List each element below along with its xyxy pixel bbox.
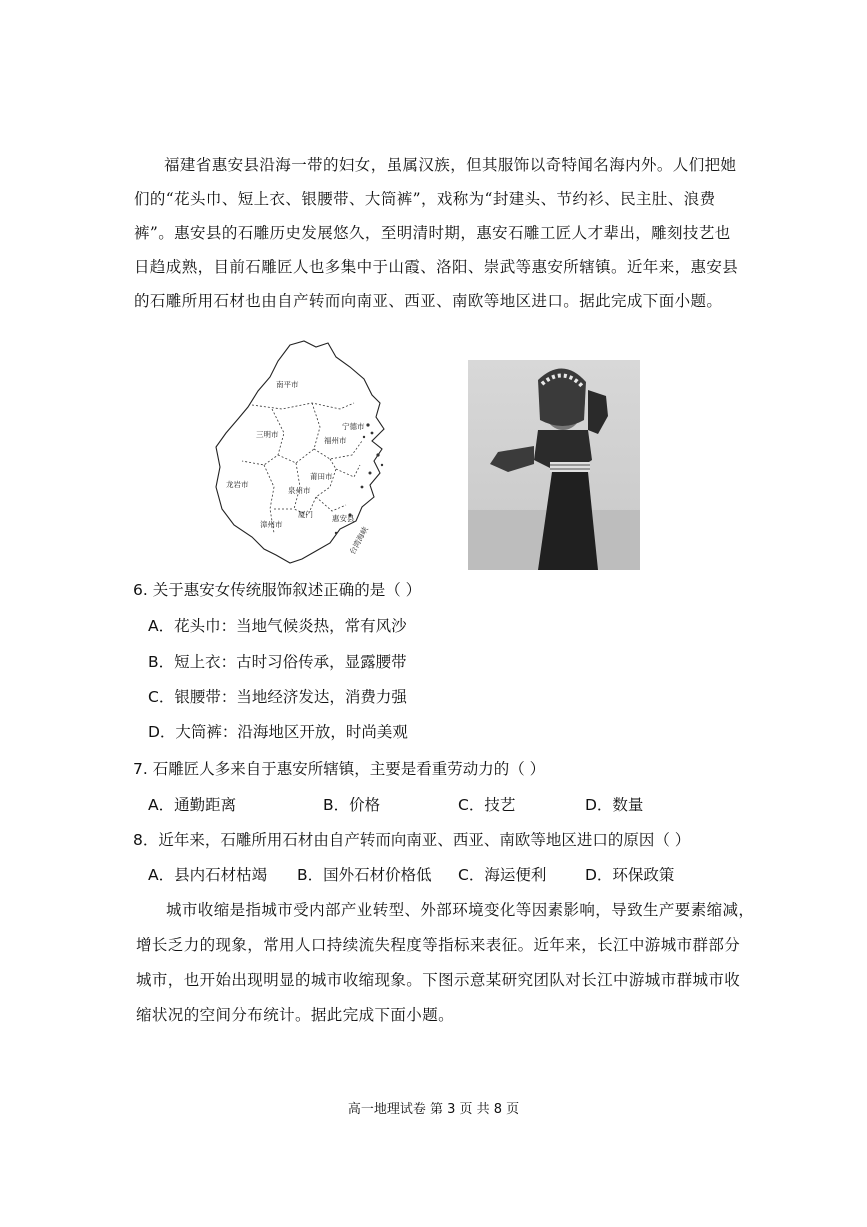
map-label-taiwan-strait: 台湾海峡 [347, 525, 370, 556]
question-7-option-d[interactable]: D．数量 [585, 796, 644, 814]
passage-2-line: 城市收缩是指城市受内部产业转型、外部环境变化等因素影响，导致生产要素缩减， [166, 901, 755, 919]
passage-1-line: 日趋成熟，目前石雕匠人也多集中于山霞、洛阳、崇武等惠安所辖镇。近年来，惠安县 [134, 258, 739, 276]
passage-2 [136, 893, 755, 1033]
question-8-option-d[interactable]: D．环保政策 [585, 866, 675, 884]
map-label-ningde: 宁德市 [342, 422, 365, 431]
map-label-longyan: 龙岩市 [226, 480, 249, 489]
map-label-quanzhou: 泉州市 [288, 486, 311, 495]
question-8-option-a[interactable]: A．县内石材枯竭 [148, 866, 268, 884]
huian-woman-photo [468, 360, 640, 570]
question-6-option-b[interactable]: B．短上衣：古时习俗传承，显露腰带 [148, 653, 407, 671]
passage-2-line: 缩状况的空间分布统计。据此完成下面小题。 [136, 1006, 455, 1024]
map-label-zhangzhou: 漳州市 [260, 520, 283, 529]
question-8-stem: 8．近年来，石雕所用石材由自产转而向南亚、西亚、南欧等地区进口的原因（ ） [133, 831, 691, 849]
map-label-xiamen: 厦门 [298, 510, 313, 519]
passage-2-line: 城市，也开始出现明显的城市收缩现象。下图示意某研究团队对长江中游城市群城市收 [136, 971, 741, 989]
map-label-putian: 莆田市 [310, 472, 333, 481]
question-7-option-c[interactable]: C．技艺 [458, 796, 516, 814]
passage-2-line: 增长乏力的现象，常用人口持续流失程度等指标来表征。近年来，长江中游城市群部分 [136, 936, 741, 954]
passage-1 [134, 148, 739, 318]
map-label-nanping: 南平市 [276, 380, 299, 389]
question-8-option-c[interactable]: C．海运便利 [458, 866, 547, 884]
passage-1-line: 裤”。惠安县的石雕历史发展悠久，至明清时期，惠安石雕工匠人才辈出，雕刻技艺也 [134, 224, 731, 242]
passage-1-line: 福建省惠安县沿海一带的妇女，虽属汉族，但其服饰以奇特闻名海内外。人们把她 [164, 156, 737, 174]
question-7-option-a[interactable]: A．通勤距离 [148, 796, 237, 814]
question-6-option-a[interactable]: A．花头巾：当地气候炎热，常有风沙 [148, 617, 407, 635]
question-6-option-c[interactable]: C．银腰带：当地经济发达，消费力强 [148, 688, 407, 706]
map-label-sanming: 三明市 [256, 430, 279, 439]
question-7-stem: 7. 石雕匠人多来自于惠安所辖镇，主要是看重劳动力的（ ） [133, 760, 546, 778]
question-6-option-d[interactable]: D．大筒裤：沿海地区开放，时尚美观 [148, 723, 408, 741]
question-8-option-b[interactable]: B．国外石材价格低 [297, 866, 432, 884]
map-label-huian: 惠安县 [332, 514, 355, 523]
passage-1-line: 们的“花头巾、短上衣、银腰带、大筒裤”，戏称为“封建头、节约衫、民主肚、浪费 [134, 190, 716, 208]
fujian-map [212, 337, 404, 573]
map-label-fuzhou: 福州市 [324, 436, 347, 445]
passage-1-line: 的石雕所用石材也由自产转而向南亚、西亚、南欧等地区进口。据此完成下面小题。 [134, 292, 723, 310]
question-7-option-b[interactable]: B．价格 [323, 796, 381, 814]
page-footer: 高一地理试卷 第 3 页 共 8 页 [347, 1102, 520, 1117]
question-6-stem: 6. 关于惠安女传统服饰叙述正确的是（ ） [133, 581, 422, 599]
